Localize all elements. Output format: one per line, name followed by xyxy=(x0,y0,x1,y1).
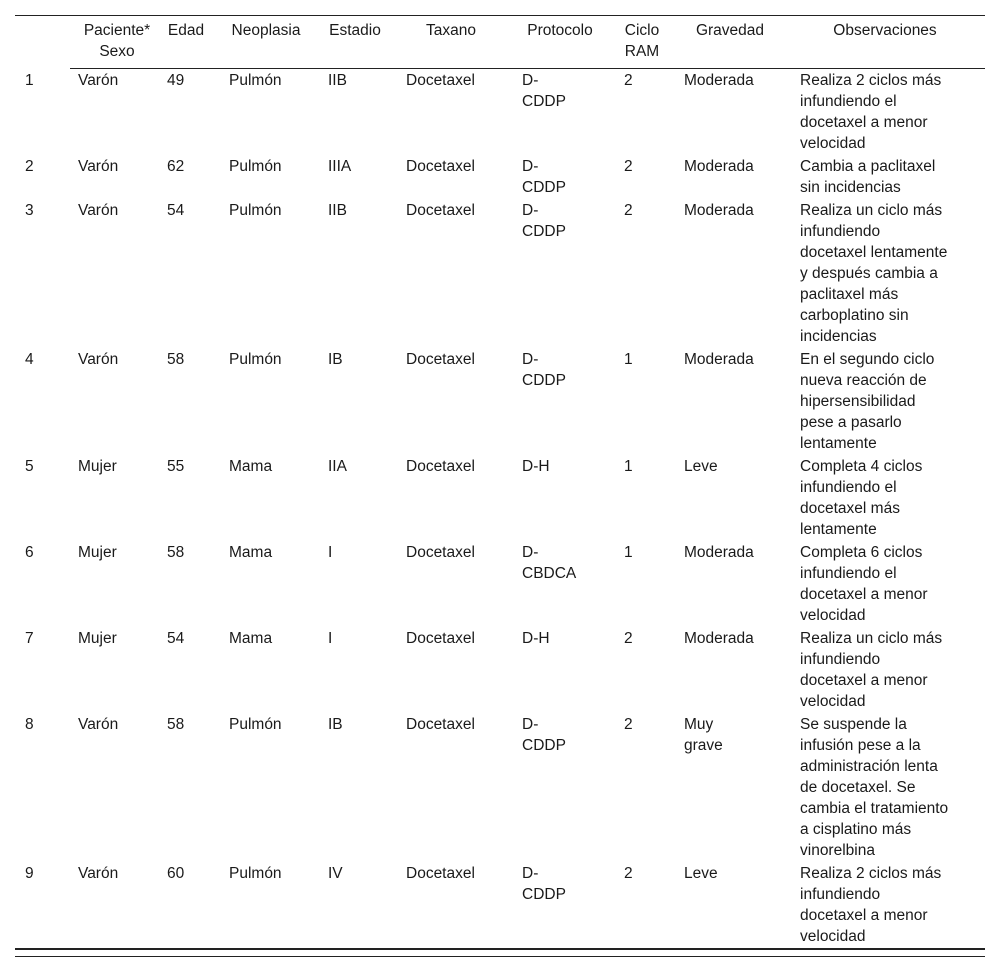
cell-index: 7 xyxy=(25,630,34,647)
header-taxano: Taxano xyxy=(426,22,476,39)
cell-edad: 55 xyxy=(167,458,185,475)
cell-sexo: Varón xyxy=(78,716,119,733)
cell-taxano: Docetaxel xyxy=(406,72,475,89)
cell-ciclo-ram: 1 xyxy=(624,544,633,561)
cell-sexo: Mujer xyxy=(78,630,117,647)
cell-edad: 58 xyxy=(167,351,185,368)
cell-neoplasia: Pulmón xyxy=(229,351,282,368)
cell-taxano: Docetaxel xyxy=(406,865,475,882)
cell-taxano: Docetaxel xyxy=(406,544,475,561)
cell-gravedad: Moderada xyxy=(684,630,754,647)
cell-estadio: IIIA xyxy=(328,158,352,175)
cell-index: 5 xyxy=(25,458,34,475)
cell-estadio: IIB xyxy=(328,202,347,219)
cell-protocolo: D-H xyxy=(522,630,550,647)
cell-protocolo: D- CDDP xyxy=(522,716,566,754)
cell-gravedad: Moderada xyxy=(684,158,754,175)
cell-index: 6 xyxy=(25,544,34,561)
header-gravedad: Gravedad xyxy=(695,22,765,39)
cell-taxano: Docetaxel xyxy=(406,158,475,175)
cell-taxano: Docetaxel xyxy=(406,630,475,647)
cell-gravedad: Muy grave xyxy=(684,716,723,754)
cell-ciclo-ram: 2 xyxy=(624,72,633,89)
cell-edad: 58 xyxy=(167,544,185,561)
cell-edad: 60 xyxy=(167,865,185,882)
header-rule xyxy=(70,68,985,69)
cell-sexo: Mujer xyxy=(78,458,117,475)
cell-observaciones: Realiza 2 ciclos más infundiendo el docetaxel a menor velocidad xyxy=(800,72,942,152)
header-observaciones: Observaciones xyxy=(833,22,937,39)
cell-edad: 54 xyxy=(167,630,185,647)
cell-index: 4 xyxy=(25,351,34,368)
cell-observaciones: Se suspende la infusión pese a la administración lenta de docetaxel. Se cambia el tratamiento a cisplatino más vinorelbina xyxy=(800,716,949,859)
cell-index: 3 xyxy=(25,202,34,219)
cell-neoplasia: Pulmón xyxy=(229,865,282,882)
cell-estadio: IV xyxy=(328,865,343,882)
cell-sexo: Varón xyxy=(78,202,119,219)
header-neoplasia: Neoplasia xyxy=(231,22,301,39)
cell-protocolo: D- CDDP xyxy=(522,158,566,196)
cell-ciclo-ram: 1 xyxy=(624,351,633,368)
cell-taxano: Docetaxel xyxy=(406,716,475,733)
cell-estadio: IB xyxy=(328,716,343,733)
cell-edad: 49 xyxy=(167,72,185,89)
cell-estadio: I xyxy=(328,630,333,647)
cell-index: 2 xyxy=(25,158,34,175)
cell-neoplasia: Mama xyxy=(229,458,273,475)
top-rule xyxy=(15,15,985,16)
cell-protocolo: D- CDDP xyxy=(522,72,566,110)
cell-ciclo-ram: 2 xyxy=(624,202,633,219)
cell-estadio: IIB xyxy=(328,72,347,89)
cell-estadio: I xyxy=(328,544,333,561)
cell-sexo: Varón xyxy=(78,351,119,368)
cell-gravedad: Leve xyxy=(684,865,718,882)
cell-protocolo: D-H xyxy=(522,458,550,475)
cell-sexo: Varón xyxy=(78,865,119,882)
bottom-rule xyxy=(15,948,985,950)
cell-edad: 54 xyxy=(167,202,185,219)
cell-edad: 62 xyxy=(167,158,185,175)
cell-neoplasia: Mama xyxy=(229,544,273,561)
cell-taxano: Docetaxel xyxy=(406,351,475,368)
cell-ciclo-ram: 2 xyxy=(624,630,633,647)
cell-gravedad: Moderada xyxy=(684,544,754,561)
cell-index: 9 xyxy=(25,865,34,882)
header-estadio: Estadio xyxy=(329,22,381,39)
cell-sexo: Varón xyxy=(78,72,119,89)
bottom-rule-secondary xyxy=(15,956,985,957)
cell-protocolo: D- CDDP xyxy=(522,351,566,389)
header-edad: Edad xyxy=(167,22,205,39)
cell-sexo: Varón xyxy=(78,158,119,175)
cell-neoplasia: Pulmón xyxy=(229,158,282,175)
header-protocolo: Protocolo xyxy=(527,22,593,39)
cell-observaciones: En el segundo ciclo nueva reacción de hipersensibilidad pese a pasarlo lentamente xyxy=(800,351,935,452)
cell-index: 8 xyxy=(25,716,34,733)
cell-protocolo: D- CDDP xyxy=(522,865,566,903)
cell-observaciones: Completa 6 ciclos infundiendo el docetaxel a menor velocidad xyxy=(800,544,928,624)
cell-taxano: Docetaxel xyxy=(406,202,475,219)
cell-gravedad: Moderada xyxy=(684,72,754,89)
cell-neoplasia: Pulmón xyxy=(229,202,282,219)
cell-ciclo-ram: 2 xyxy=(624,865,633,882)
cell-observaciones: Cambia a paclitaxel sin incidencias xyxy=(800,158,936,196)
cell-estadio: IB xyxy=(328,351,343,368)
cell-protocolo: D- CDDP xyxy=(522,202,566,240)
cell-ciclo-ram: 1 xyxy=(624,458,633,475)
cell-observaciones: Realiza 2 ciclos más infundiendo docetaxel a menor velocidad xyxy=(800,865,942,945)
cell-taxano: Docetaxel xyxy=(406,458,475,475)
cell-neoplasia: Mama xyxy=(229,630,273,647)
cell-index: 1 xyxy=(25,72,34,89)
cell-sexo: Mujer xyxy=(78,544,117,561)
cell-ciclo-ram: 2 xyxy=(624,158,633,175)
cell-gravedad: Moderada xyxy=(684,202,754,219)
cell-protocolo: D- CBDCA xyxy=(522,544,577,582)
cell-ciclo-ram: 2 xyxy=(624,716,633,733)
cell-neoplasia: Pulmón xyxy=(229,72,282,89)
cell-observaciones: Realiza un ciclo más infundiendo docetaxel lentamente y después cambia a paclitaxel más carboplatino sin incidencias xyxy=(800,202,948,345)
cell-observaciones: Completa 4 ciclos infundiendo el docetaxel más lentamente xyxy=(800,458,923,538)
header-ciclo-ram: Ciclo RAM xyxy=(624,22,660,60)
header-paciente-sexo: Paciente* Sexo xyxy=(83,22,151,60)
cell-gravedad: Moderada xyxy=(684,351,754,368)
cell-estadio: IIA xyxy=(328,458,347,475)
cell-edad: 58 xyxy=(167,716,185,733)
cell-neoplasia: Pulmón xyxy=(229,716,282,733)
cell-gravedad: Leve xyxy=(684,458,718,475)
cell-observaciones: Realiza un ciclo más infundiendo docetaxel a menor velocidad xyxy=(800,630,943,710)
